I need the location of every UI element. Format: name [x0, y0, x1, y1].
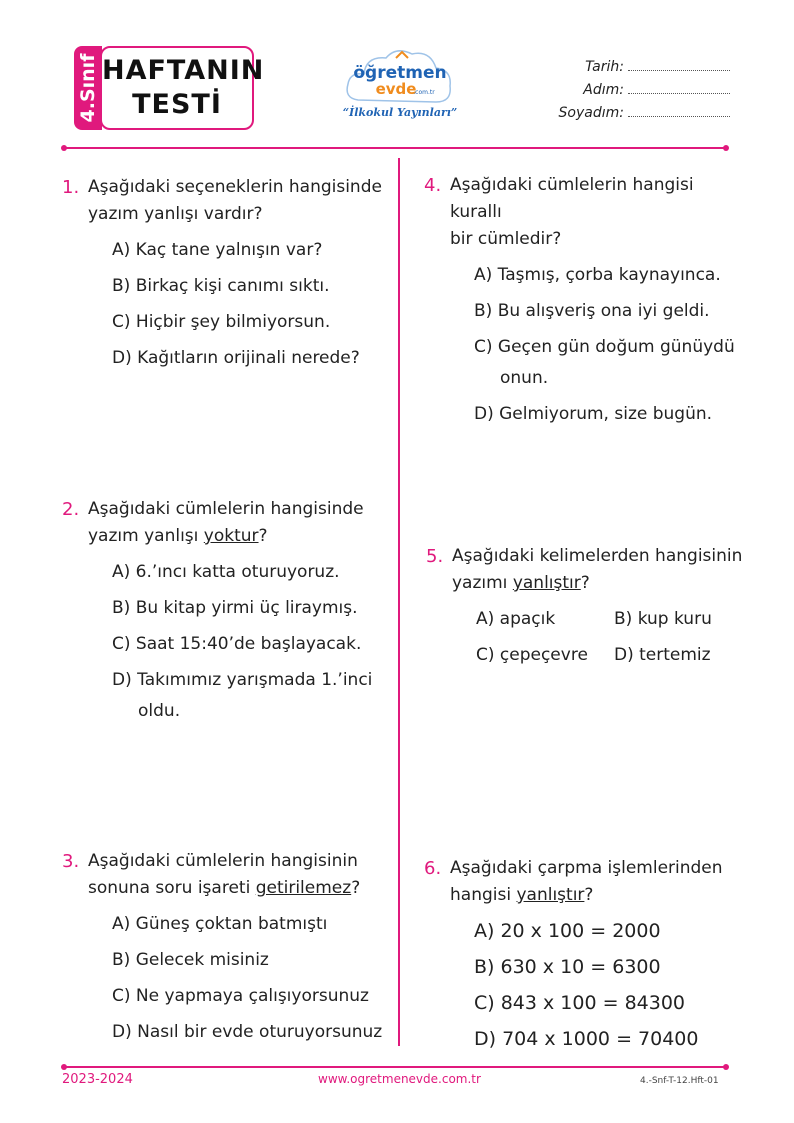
option-b[interactable]: B) Birkaç kişi canımı sıktı.	[112, 276, 330, 296]
stem-text: yazımı	[452, 573, 513, 593]
option-d[interactable]: D) tertemiz	[614, 645, 711, 665]
option-d-continued[interactable]: oldu.	[138, 701, 181, 721]
logo-word-evde: evde	[375, 80, 417, 98]
question-6	[424, 855, 750, 1053]
option-b[interactable]: B) 630 x 10 = 6300	[474, 956, 661, 978]
house-cloud-icon	[340, 40, 460, 132]
name-blank[interactable]	[628, 81, 730, 94]
option-c[interactable]: C) 843 x 100 = 84300	[474, 992, 686, 1014]
title-line-2: TESTİ	[132, 89, 222, 120]
stem-text: hangisi	[450, 885, 517, 905]
title-badge	[74, 46, 265, 130]
question-3	[62, 848, 388, 1046]
stem-text: yazım yanlışı	[88, 526, 204, 546]
option-c[interactable]: C) Hiçbir şey bilmiyorsun.	[112, 312, 331, 332]
surname-field[interactable]	[520, 104, 730, 127]
option-a[interactable]: A) Kaç tane yalnışın var?	[112, 240, 323, 260]
column-divider	[398, 158, 400, 1046]
stem-emphasis: getirilemez	[255, 878, 352, 898]
school-year: 2023-2024	[62, 1072, 133, 1087]
stem-text: sonuna soru işareti	[88, 878, 256, 898]
option-b[interactable]: B) kup kuru	[614, 609, 712, 629]
document-code: 4.-Snf-T-12.Hft-01	[640, 1076, 719, 1086]
question-stem: Aşağıdaki seçeneklerin hangisinde	[88, 177, 382, 197]
option-b[interactable]: B) Bu alışveriş ona iyi geldi.	[474, 301, 710, 321]
grade-label: 4.Sınıf	[77, 53, 99, 123]
option-c[interactable]: C) Ne yapmaya çalışıyorsunuz	[112, 986, 369, 1006]
date-blank[interactable]	[628, 58, 730, 71]
option-c[interactable]: C) çepeçevre	[476, 645, 588, 665]
question-stem: Aşağıdaki kelimelerden hangisinin	[452, 546, 743, 566]
option-a[interactable]: A) Taşmış, çorba kaynayınca.	[474, 265, 721, 285]
question-number: 6.	[424, 858, 442, 879]
stem-text: ?	[584, 885, 594, 905]
question-number: 3.	[62, 851, 80, 872]
divider-dot	[723, 1064, 729, 1070]
option-d[interactable]: D) Gelmiyorum, size bugün.	[474, 404, 713, 424]
stem-text: ?	[580, 573, 590, 593]
option-c-continued[interactable]: onun.	[500, 368, 549, 388]
name-label: Adım:	[583, 82, 624, 98]
option-d[interactable]: D) Nasıl bir evde oturuyorsunuz	[112, 1022, 383, 1042]
page-title	[100, 46, 265, 130]
title-line-1: HAFTANIN	[102, 55, 265, 86]
question-stem: Aşağıdaki cümlelerin hangisinde	[88, 499, 364, 519]
option-d[interactable]: D) Kağıtların orijinali nerede?	[112, 348, 360, 368]
divider-dot	[61, 145, 67, 151]
stem-emphasis: yanlıştır	[512, 573, 581, 593]
divider-dot	[723, 145, 729, 151]
option-a[interactable]: A) 6.’ıncı katta oturuyoruz.	[112, 562, 340, 582]
bottom-divider	[64, 1066, 726, 1068]
divider-dot	[61, 1064, 67, 1070]
options-row	[476, 606, 752, 633]
option-a[interactable]: A) apaçık	[476, 609, 556, 629]
question-stem	[88, 523, 388, 550]
top-divider	[64, 147, 726, 149]
question-number: 5.	[426, 546, 444, 567]
question-stem: Aşağıdaki cümlelerin hangisinin	[88, 851, 358, 871]
options-row	[476, 642, 752, 669]
question-4	[424, 172, 750, 428]
question-number: 4.	[424, 175, 442, 196]
option-b[interactable]: B) Bu kitap yirmi üç liraymış.	[112, 598, 358, 618]
option-b[interactable]: B) Gelecek misiniz	[112, 950, 269, 970]
publisher-logo	[340, 40, 460, 132]
website-link[interactable]: www.ogretmenevde.com.tr	[318, 1072, 481, 1086]
name-field[interactable]	[520, 81, 730, 104]
question-stem: bir cümledir?	[450, 229, 562, 249]
surname-blank[interactable]	[628, 104, 730, 117]
option-c[interactable]: C) Saat 15:40’de başlayacak.	[112, 634, 362, 654]
question-number: 2.	[62, 499, 80, 520]
stem-text: ?	[351, 878, 361, 898]
logo-tagline: “İlkokul Yayınları”	[342, 106, 458, 119]
question-stem: Aşağıdaki çarpma işlemlerinden	[450, 858, 723, 878]
question-5	[426, 543, 752, 669]
student-info	[520, 58, 730, 127]
date-field[interactable]	[520, 58, 730, 81]
option-d[interactable]: D) Takımımız yarışmada 1.’inci	[112, 670, 373, 690]
stem-text: ?	[258, 526, 268, 546]
surname-label: Soyadım:	[558, 105, 624, 121]
question-1	[62, 174, 388, 372]
grade-tab	[74, 46, 102, 130]
option-c[interactable]: C) Geçen gün doğum günüydü	[474, 337, 735, 357]
option-d[interactable]: D) 704 x 1000 = 70400	[474, 1028, 699, 1050]
question-stem	[88, 875, 388, 902]
stem-emphasis: yanlıştır	[516, 885, 585, 905]
question-number: 1.	[62, 177, 80, 198]
question-2	[62, 496, 388, 725]
question-stem: yazım yanlışı vardır?	[88, 204, 263, 224]
stem-emphasis: yoktur	[203, 526, 259, 546]
logo-word-ogretmen: öğretmen	[353, 63, 447, 83]
logo-domain: .com.tr	[413, 89, 435, 96]
option-a[interactable]: A) Güneş çoktan batmıştı	[112, 914, 328, 934]
date-label: Tarih:	[585, 59, 624, 75]
question-stem	[450, 882, 750, 909]
question-stem	[452, 570, 752, 597]
question-stem: Aşağıdaki cümlelerin hangisi kurallı	[450, 175, 694, 222]
option-a[interactable]: A) 20 x 100 = 2000	[474, 920, 661, 942]
